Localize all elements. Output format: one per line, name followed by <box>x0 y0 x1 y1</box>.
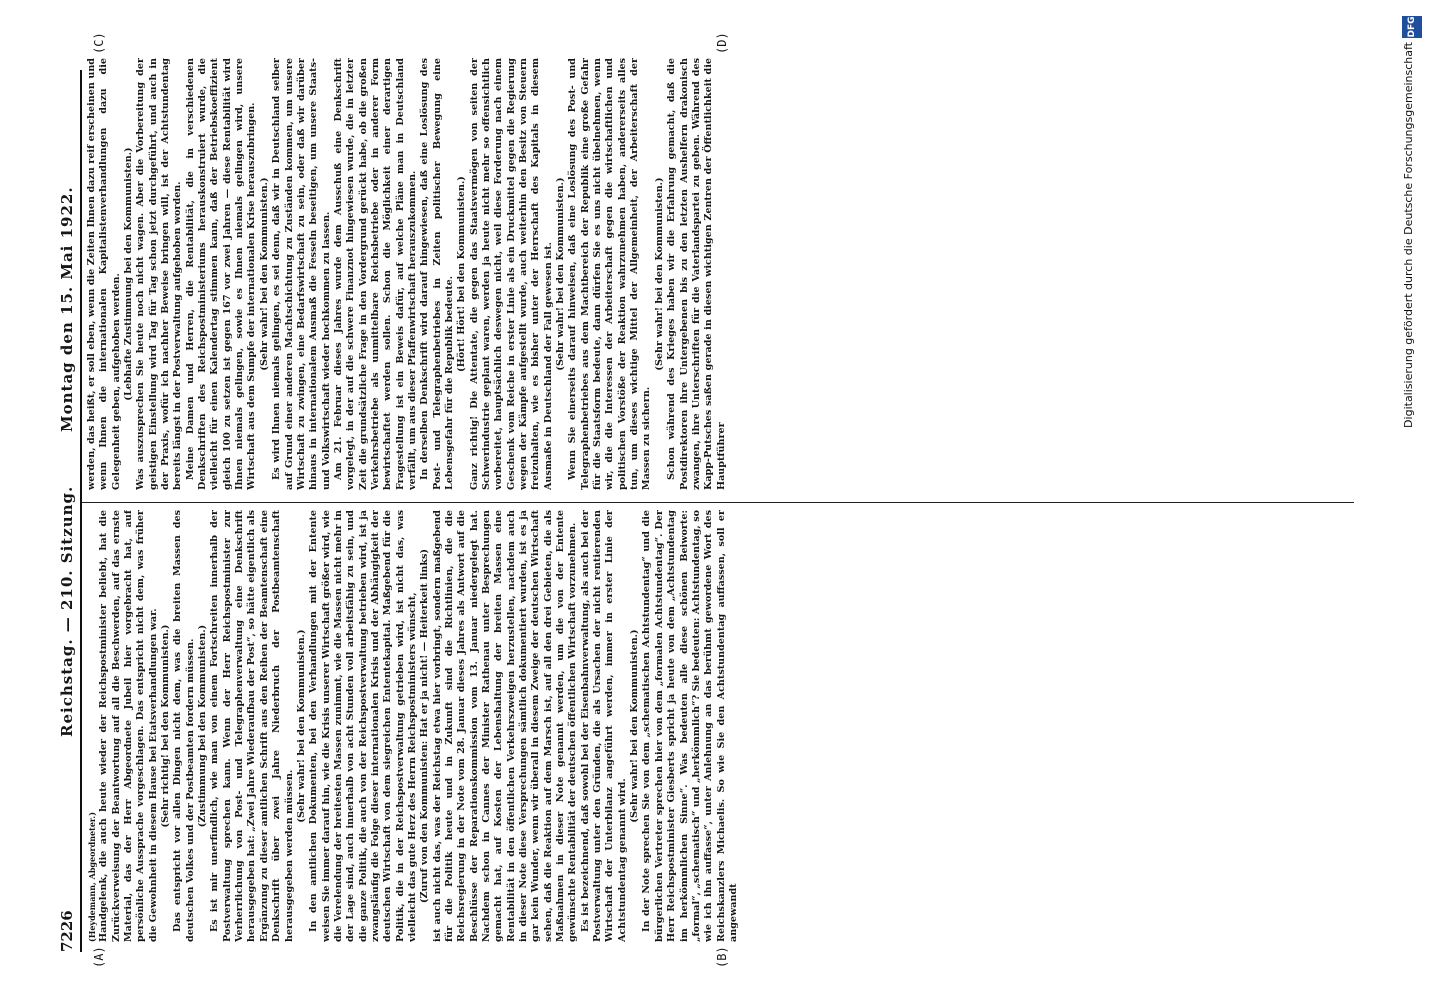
interjection: (Hört! Hört! bei den Kommunisten.) <box>456 176 468 372</box>
session-title: Reichstag. — 210. Sitzung. <box>58 485 76 737</box>
paragraph: Meine Damen und Herren, die Rentabilität, die in verschiedenen Denkschriften des Reichspostministeriums herauskonstruiert wurde, die vielleicht für einen Kalendertag stimmen kann, daß der Betriebskoeffizient gleich 100 zu setzen ist gegen 167 vor zwei Jahren — diese Rentabilität wird Ihnen niemals gelingen, sowie es Ihnen niemals gelingen wird, unsere Wirtschaft aus dem Sumpfe der internationalen Krise herauszubringen. <box>184 58 258 490</box>
dfg-logo: DFG <box>1402 16 1422 38</box>
paragraph: In der Note sprechen Sie von dem „schematischen Achtstundentag“ und die bürgerlichen Vertreter sprechen hier von dem „formalen Achtstundentag“. Der Herr Reichspostminister Giesberts spricht ja heute von dem „Achtstundentag im herkömmlichen Sinne“. Was bedeuten alle diese schönen Beiworte: „formal“, „schematisch“ und „herkömmlich“? Sie bedeuten: Achtstundentag, so wie ich ihn auffasse“, unter Anlehnung an das berühmt gewordene Wort des Reichskanzlers Michaelis. So wie Sie den Achtstundentag auffassen, soll er angewandt <box>641 510 739 942</box>
paragraph: Am 21. Februar dieses Jahres wurde dem Ausschuß eine Denkschrift vorgelegt, in der auf die schwere Finanznot hingewiesen wurde, die in letzter Zeit die grundsätzliche Frage in den Vordergrund gerückt habe, ob die großen Verkehrsbetriebe als unmittelbare Reichsbetriebe oder in anderer Form bewirtschaftet werden sollen. Schon die Möglichkeit einer derartigen Fragestellung ist ein Beweis dafür, auf welche Pläne man in Deutschland verfällt, um aus dieser Pfaffenwirtschaft herauszukommen. <box>332 58 418 490</box>
paragraph: Es ist mir unerfindlich, wie man von einem Fortschreiten innerhalb der Postverwaltung sprechen kann. Wenn der Herr Reichspostminister zur Verherrlichung von Post- und Telegraphenverwaltung eine Denkschrift herausgegeben hat: „Zwei Jahre Wiederaufbau der Post“, so hätte eigentlich als Ergänzung zu dieser amtlichen Schrift aus den Reihen der Beamtenschaft eine Denkschrift über zwei Jahre Niederbruch der Postbeamtenschaft herausgegeben werden müssen. <box>209 510 295 942</box>
interjection: (Sehr wahr! bei den Kommunisten.) <box>258 177 270 371</box>
column-divider <box>82 502 1354 503</box>
paragraph: Es ist bezeichnend, daß sowohl bei der Eisenbahnverwaltung, als auch bei der Postverwaltung unter den Gründen, die als Ursachen der nicht rentierenden Wirtschaft der Unterbilanz angeführt werden, immer in erster Linie der Achtstundentag genannt wird. <box>579 510 628 942</box>
header-rule <box>80 70 82 952</box>
right-text-column <box>86 58 1354 490</box>
paragraph: Schon während des Krieges haben wir die Erfahrung gemacht, daß die Postdirektoren ihre Untergebenen bis zu den letzten Aushelfern drakonisch zwangen, ihre Unterschriften für die Vaterlandspartei zu geben. Während des Kapp-Putsches saßen gerade in diesen wichtigen Zentren der Öffentlichkeit die Hauptführer <box>666 58 727 490</box>
margin-marker-a: (A) <box>92 946 106 968</box>
interjection: (Sehr wahr! bei den Kommunisten.) <box>629 629 641 823</box>
interjection: (Sehr wahr! bei den Kommunisten.) <box>555 177 567 371</box>
interjection: (Sehr wahr! bei den Kommunisten.) <box>295 629 307 823</box>
paragraph: werden, das heißt, er soll eben, wenn die Zeiten Ihnen dazu reif erscheinen und wenn Ihnen die internationalen Kapitalistenverhandlungen dazu die Gelegenheit geben, aufgehoben werden. <box>86 58 122 490</box>
interjection: (Zustimmung bei den Kommunisten.) <box>197 624 209 828</box>
paragraph: In den amtlichen Dokumenten, bei den Verhandlungen mit der Entente weisen Sie immer darauf hin, wie die Krisis unserer Wirtschaft größer wird, wie die Verelendung der breitesten Massen zunimmt, wie die Massen nicht mehr in der Lage sind, auch innerhalb von acht Stunden voll arbeitsfähig zu sein, und die ganze Politik, die auch von der Reichspostverwaltung betrieben wird, ist ja zwangsläufig die Folge dieser internationalen Krisis und der Abhängigkeit der deutschen Wirtschaft von dem siegreichen Ententekapital. Maßgebend für die Politik, die in der Reichspostverwaltung getrieben wird, ist nicht das, was vielleicht das gute Herz des Herrn Reichspostministers wünscht, <box>308 510 418 942</box>
margin-marker-b: (B) <box>715 946 729 968</box>
left-text-column <box>86 510 1354 942</box>
margin-marker-c: (C) <box>92 32 106 54</box>
page-number: 7226 <box>58 910 76 952</box>
date-title: Montag den 15. Mai 1922. <box>58 186 76 432</box>
interjection: (Zuruf von den Kommunisten: Hat er ja nicht! — Heiterkeit links) <box>419 549 431 903</box>
paragraph: In derselben Denkschrift wird darauf hingewiesen, daß eine Loslösung des Post- und Telegraphenbetriebes in Zeiten politischer Bewegung eine Lebensgefahr für die Republik bedeute. <box>419 58 455 490</box>
margin-marker-d: (D) <box>715 32 729 54</box>
interjection: (Lebhafte Zustimmung bei den Kommunisten.) <box>123 147 135 401</box>
paragraph: Das entspricht vor allen Dingen nicht dem, was die breiten Massen des deutschen Volkes und der Postbeamten fordern müssen. <box>172 510 196 942</box>
interjection: (Sehr richtig! bei den Kommunisten.) <box>160 624 172 828</box>
paragraph: Was auszusprechen Sie heute noch nicht wagen. Aber die Vorbereitung der geistigen Einstellung wird Tag für Tag schon jetzt durchgeführt, und auch in der Praxis, wofür ich nachher Beweise bringen will, ist der Achtstundentag bereits längst in der Postverwaltung aufgehoben worden. <box>135 58 184 490</box>
digitization-credit: Digitalisierung gefördert durch die Deutsche Forschungsgemeinschaft <box>1402 42 1415 428</box>
speaker-line: (Heydemann, Abgeordneter.) <box>87 812 97 942</box>
paragraph: ist auch nicht das, was der Reichstag etwa hier vorbringt, sondern maßgebend für die Politik heute und in Zukunft sind die Richtlinien, die die Reichsregierung in der Note vom 28. Januar dieses Jahres als Antwort auf die Beschlüsse der Reparationskommission vom 13. Januar niedergelegt hat. Nachdem schon in Cannes der Minister Rathenau unter Besprechungen gemacht hat, auf Kosten der Lebenshaltung der breiten Massen eine Rentabilität in den öffentlichen Verkehrszweigen herzustellen, nachdem auch in dieser Note diese Versprechungen sämtlich dokumentiert wurden, ist es ja gar kein Wunder, wenn wir überall in diesem Zweige der deutschen Wirtschaft sehen, daß die Reaktion auf dem Marsch ist, auf all den drei Gebieten, die als Maßnahmen in dieser Note genannt werden, um die von der Entente gewünschte Rentabilität der deutschen öffentlichen Wirtschaft vorzunehmen. <box>431 510 579 942</box>
interjection: (Sehr wahr! bei den Kommunisten.) <box>653 177 665 371</box>
paragraph: Ganz richtig! Die Attentate, die gegen das Staatsvermögen von seiten der Schwerindustrie geplant waren, werden ja heute nicht mehr so offensichtlich vorbereitet, hauptsächlich deswegen nicht, weil diese Forderung nach einem Geschenk vom Reiche in erster Linie als ein Druckmittel gegen die Regierung wegen der Kämpfe aufgestellt wurde, auch weiterhin den Besitz von Steuern freizuhalten, wie es bisher unter der Herrschaft des Kapitals in diesem Ausmaße in Deutschland der Fall gewesen ist. <box>468 58 554 490</box>
page-header <box>56 70 82 952</box>
paragraph: Es wird Ihnen niemals gelingen, es sei denn, daß wir in Deutschland selber auf Grund einer anderen Machtschichtung zu Zuständen kommen, um unsere Wirtschaft zu zwingen, eine Bedarfswirtschaft zu sein, oder daß wir darüber hinaus in internationalem Ausmaß die Fesseln beseitigen, um unsere Staats- und Volkswirtschaft wieder hochkommen zu lassen. <box>271 58 332 490</box>
paragraph: Wenn Sie einerseits darauf hinweisen, daß eine Loslösung des Post- und Telegraphenbetriebes aus dem Machtbereich der Republik eine große Gefahr für die Staatsform bedeute, dann dürfen Sie es uns nicht übelnehmen, wenn wir, die die Interessen der Arbeiterschaft gegen die wirtschaftlichen und politischen Vorstöße der Reaktion wahrzunehmen haben, andererseits alles tun, um dieses wichtige Mittel der Allgemeinheit, der Arbeiterschaft der Massen zu sichern. <box>567 58 653 490</box>
paragraph: Handgelenk, die auch heute wieder der Reichspostminister beliebt, hat die Zurückverweisung der Beantwortung auf all die Beschwerden, auf das ernste Material, das der Herr Abgeordnete Jubeil hier vorgebracht hat, auf persönliche Aussprache vorgeschlagen. Das entspricht nicht dem, was früher die Gewohnheit in diesem Hause bei Etatsverhandlungen war. <box>98 510 159 942</box>
